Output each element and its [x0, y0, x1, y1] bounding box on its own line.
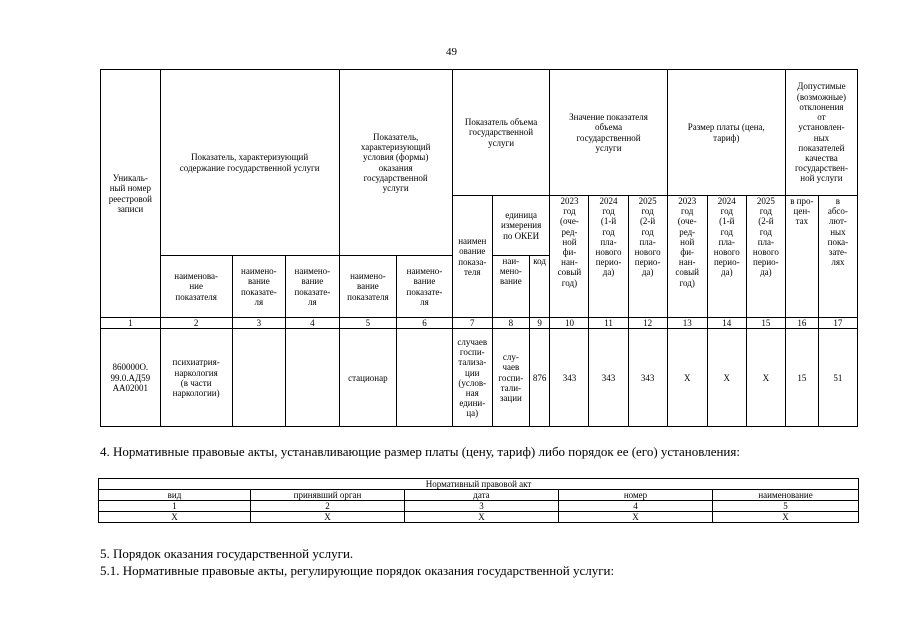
header-content-name-1: наименова- ние показателя — [160, 256, 232, 318]
cell-unit-code: 876 — [529, 329, 550, 427]
legal-act-value: Х — [251, 512, 405, 523]
column-number: 4 — [559, 501, 713, 512]
page-number: 49 — [446, 46, 457, 58]
table-row — [99, 512, 859, 523]
header-fee: Размер платы (цена, тариф) — [667, 70, 785, 196]
column-number: 8 — [492, 318, 529, 329]
column-number: 9 — [529, 318, 550, 329]
header-value-2023: 2023 год (оче- ред- ной фи- нан- совый год) — [550, 196, 589, 318]
service-volume-table — [100, 69, 858, 427]
column-number: 2 — [160, 318, 232, 329]
column-number: 3 — [232, 318, 285, 329]
cell-condition-2 — [397, 329, 453, 427]
column-number: 5 — [339, 318, 397, 329]
column-number: 17 — [818, 318, 857, 329]
header-unit-name: наи- мено- вание — [492, 256, 529, 318]
cell-volume-name: случаев госпи- тализа- ции (услов- ная едини- ца) — [452, 329, 492, 427]
cell-deviation-absolute: 51 — [818, 329, 857, 427]
header-conditions-indicator: Показатель, характеризующий условия (формы) оказания государственной услуги — [339, 70, 452, 256]
legal-act-column-type: вид — [99, 490, 251, 501]
column-number: 1 — [99, 501, 251, 512]
legal-act-value: Х — [713, 512, 859, 523]
cell-deviation-percent: 15 — [785, 329, 818, 427]
table-row — [101, 329, 858, 427]
cell-content-2 — [232, 329, 285, 427]
column-number: 11 — [589, 318, 628, 329]
cell-value-2024: 343 — [589, 329, 628, 427]
header-fee-2023: 2023 год (оче- ред- ной фи- нан- совый год) — [667, 196, 707, 318]
column-number: 4 — [286, 318, 340, 329]
header-fee-2024: 2024 год (1-й год пла- нового перио- да) — [707, 196, 746, 318]
cell-unit-name: слу- чаев госпи- тали- зации — [492, 329, 529, 427]
cell-value-2023: 343 — [550, 329, 589, 427]
cell-condition-1: стационар — [339, 329, 397, 427]
cell-content-1: психиатрия- наркология (в части наркологии) — [160, 329, 232, 427]
column-number: 15 — [746, 318, 785, 329]
header-unit-code: код — [529, 256, 550, 318]
column-number: 7 — [452, 318, 492, 329]
column-number: 6 — [397, 318, 453, 329]
column-number: 3 — [405, 501, 559, 512]
section-5-heading: 5. Порядок оказания государственной услуги. — [100, 546, 354, 561]
cell-fee-2023: Х — [667, 329, 707, 427]
section-5-1-heading: 5.1. Нормативные правовые акты, регулирующие порядок оказания государственной услуги: — [100, 563, 615, 578]
legal-act-column-date: дата — [405, 490, 559, 501]
header-deviation-percent: в про- цен- тах — [785, 196, 818, 318]
legal-act-column-authority: принявший орган — [251, 490, 405, 501]
header-value-2024: 2024 год (1-й год пла- нового перио- да) — [589, 196, 628, 318]
header-content-name-3: наимено- вание показате- ля — [286, 256, 340, 318]
header-content-indicator: Показатель, характеризующий содержание государственной услуги — [160, 70, 339, 256]
column-number: 13 — [667, 318, 707, 329]
header-volume-indicator: Показатель объема государственной услуги — [452, 70, 550, 196]
header-volume-value: Значение показателя объема государственной услуги — [550, 70, 667, 196]
header-deviation: Допустимые (возможные) отклонения от установлен- ных показателей качества государствен- ной услуги — [785, 70, 857, 196]
column-number: 2 — [251, 501, 405, 512]
column-number: 14 — [707, 318, 746, 329]
column-number: 5 — [713, 501, 859, 512]
cell-value-2025: 343 — [628, 329, 667, 427]
legal-act-column-name: наименование — [713, 490, 859, 501]
column-number: 12 — [628, 318, 667, 329]
legal-act-value: Х — [99, 512, 251, 523]
cell-fee-2024: Х — [707, 329, 746, 427]
legal-act-value: Х — [405, 512, 559, 523]
header-unique-number: Уникаль- ный номер реестровой записи — [101, 70, 161, 318]
header-volume-name: наимен ование показа- теля — [452, 196, 492, 318]
header-content-name-2: наимено- вание показате- ля — [232, 256, 285, 318]
column-number: 16 — [785, 318, 818, 329]
header-condition-name-2: наимено- вание показате- ля — [397, 256, 453, 318]
header-fee-2025: 2025 год (2-й год пла- нового перио- да) — [746, 196, 785, 318]
section-4-heading: 4. Нормативные правовые акты, устанавливающие размер платы (цену, тариф) либо порядок ее (его) установления: — [100, 444, 740, 459]
header-okei-unit: единица измерения по ОКЕИ — [492, 196, 550, 256]
legal-act-value: Х — [559, 512, 713, 523]
legal-act-column-number: номер — [559, 490, 713, 501]
header-deviation-absolute: в абсо- лют- ных пока- зате- лях — [818, 196, 857, 318]
legal-acts-table — [98, 478, 859, 523]
cell-fee-2025: Х — [746, 329, 785, 427]
header-condition-name-1: наимено- вание показателя — [339, 256, 397, 318]
column-number: 10 — [550, 318, 589, 329]
header-value-2025: 2025 год (2-й год пла- нового перио- да) — [628, 196, 667, 318]
cell-unique-number: 860000О. 99.0.АД59 АА02001 — [101, 329, 161, 427]
cell-content-3 — [286, 329, 340, 427]
column-number: 1 — [101, 318, 161, 329]
legal-act-header: Нормативный правовой акт — [99, 479, 859, 490]
